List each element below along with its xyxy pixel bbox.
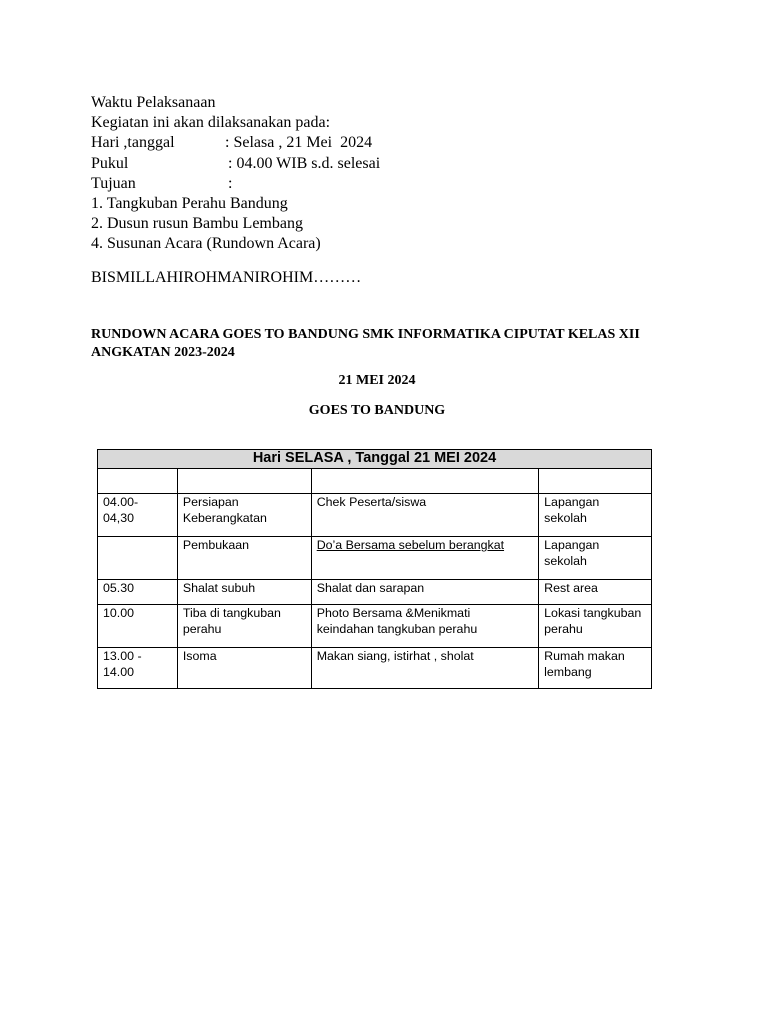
detail-cell: Makan siang, istirhat , sholat <box>311 648 538 689</box>
table-row <box>98 648 652 689</box>
rundown-date: 21 MEI 2024 <box>338 373 416 388</box>
location-cell: Lapangan sekolah <box>539 537 652 580</box>
table-row <box>98 580 652 605</box>
intro-section <box>91 93 380 288</box>
bismillah-line: BISMILLAHIROHMANIROHIM……… <box>91 268 362 286</box>
hari-tanggal-line <box>91 133 380 153</box>
tujuan-value: : <box>228 174 233 192</box>
location-cell: Lokasi tangkuban perahu <box>539 605 652 648</box>
table-cell <box>98 469 178 494</box>
time-cell: 05.30 <box>98 580 178 605</box>
table-row <box>98 537 652 580</box>
pukul-line <box>91 154 380 174</box>
detail-cell: Photo Bersama &Menikmati keindahan tangkuban perahu <box>311 605 538 648</box>
activity-cell: Pembukaan <box>177 537 311 580</box>
detail-text-underlined: Do’a Bersama sebelum berangkat <box>316 538 505 552</box>
pukul-label: Pukul <box>91 154 129 172</box>
rundown-subtitle: GOES TO BANDUNG <box>308 403 446 418</box>
time-cell: 04.00- 04,30 <box>98 494 178 537</box>
table-cell <box>177 469 311 494</box>
location-cell: Rest area <box>539 580 652 605</box>
detail-cell <box>311 537 538 580</box>
intro-heading: Waktu Pelaksanaan <box>91 94 216 111</box>
rundown-table <box>97 449 652 689</box>
table-row <box>98 469 652 494</box>
table-header: Hari SELASA , Tanggal 21 MEI 2024 <box>98 450 652 469</box>
tujuan-line <box>91 174 380 194</box>
list-item: 1. Tangkuban Perahu Bandung <box>91 194 288 212</box>
time-cell: 10.00 <box>98 605 178 648</box>
time-cell <box>98 537 178 580</box>
intro-sentence: Kegiatan ini akan dilaksanakan pada: <box>91 114 331 132</box>
activity-cell: Tiba di tangkuban perahu <box>177 605 311 648</box>
location-cell: Rumah makan lembang <box>539 648 652 689</box>
table-row <box>98 494 652 537</box>
detail-cell: Chek Peserta/siswa <box>311 494 538 537</box>
list-item: 2. Dusun rusun Bambu Lembang <box>91 215 303 233</box>
detail-cell: Shalat dan sarapan <box>311 580 538 605</box>
pukul-value: : 04.00 WIB s.d. selesai <box>228 154 381 172</box>
table-cell <box>311 469 538 494</box>
activity-cell: Isoma <box>177 648 311 689</box>
tujuan-label: Tujuan <box>91 174 136 192</box>
activity-cell: Persiapan Keberangkatan <box>177 494 311 537</box>
activity-cell: Shalat subuh <box>177 580 311 605</box>
hari-label: Hari ,tanggal <box>91 134 175 152</box>
table-row <box>98 605 652 648</box>
location-cell: Lapangan sekolah <box>539 494 652 537</box>
rundown-title: RUNDOWN ACARA GOES TO BANDUNG SMK INFORMATIKA CIPUTAT KELAS XII ANGKATAN 2023-2024 <box>91 327 640 360</box>
table-cell <box>539 469 652 494</box>
time-cell: 13.00 - 14.00 <box>98 648 178 689</box>
list-item: 4. Susunan Acara (Rundown Acara) <box>91 235 321 253</box>
hari-value: : Selasa , 21 Mei 2024 <box>225 134 373 152</box>
